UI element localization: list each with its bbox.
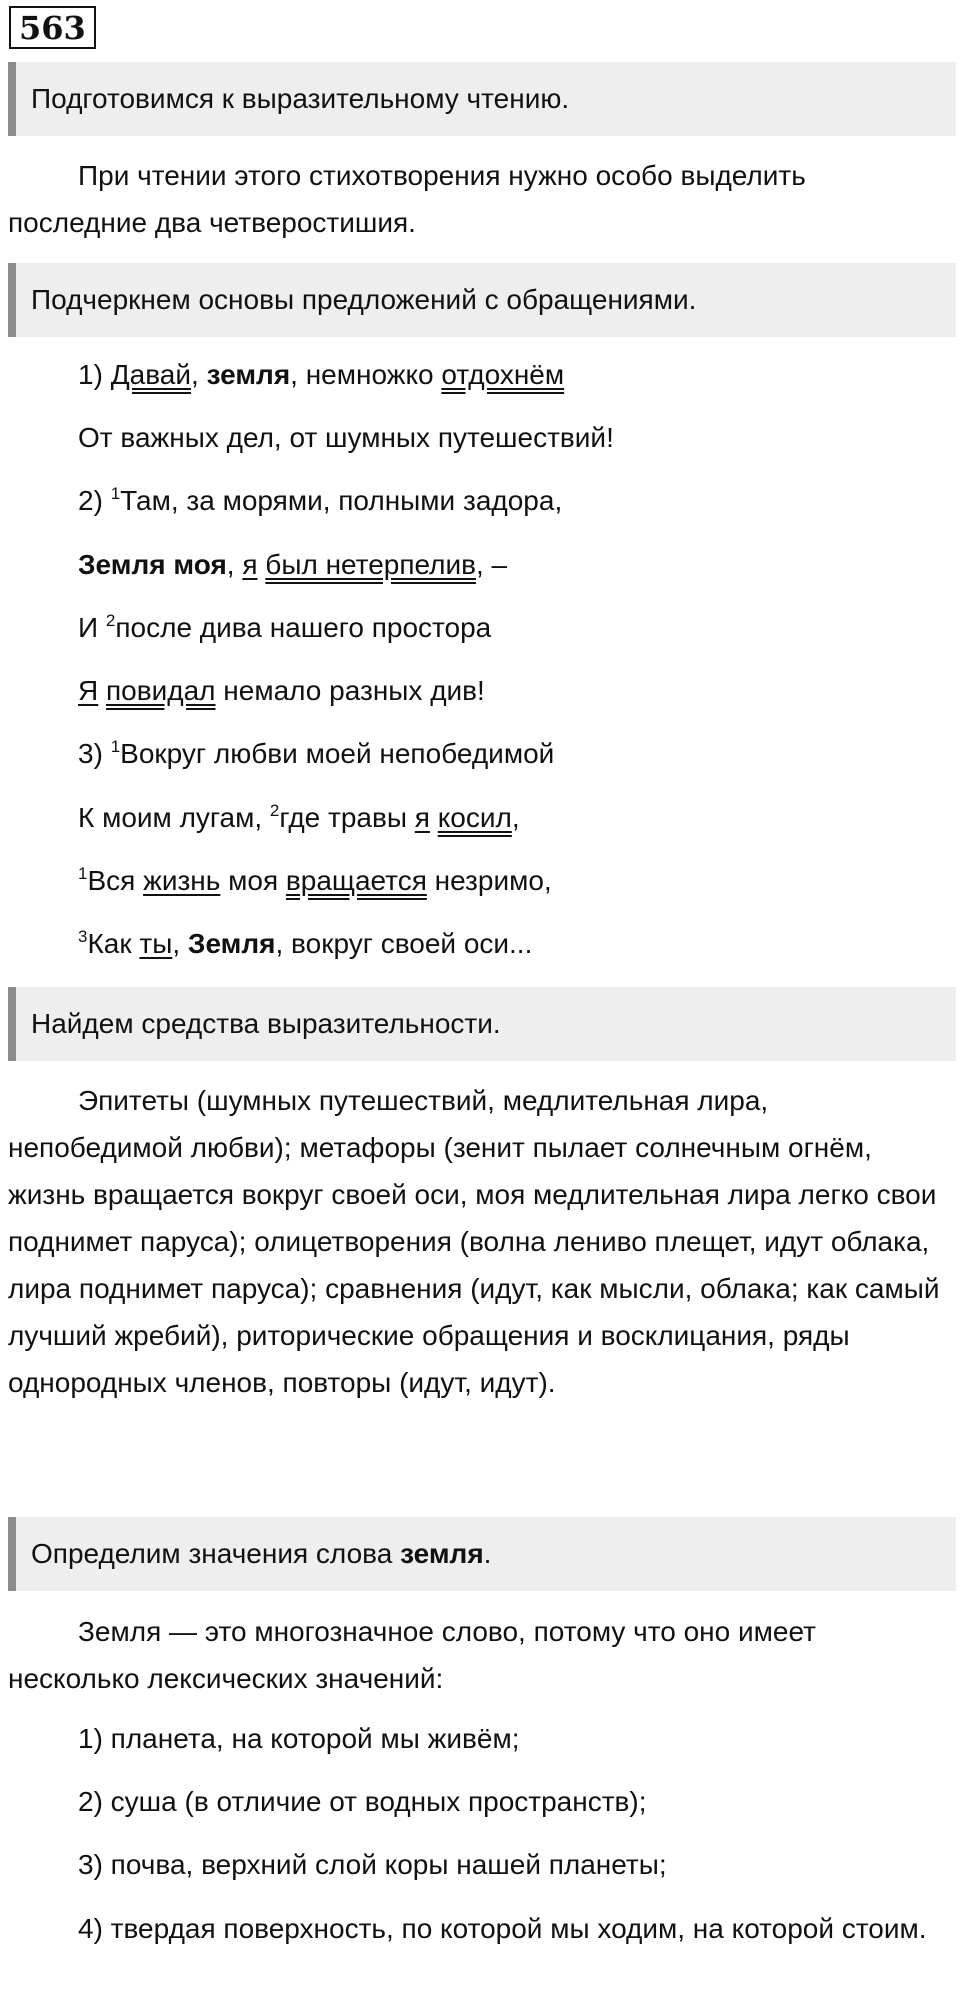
means-paragraph: Эпитеты (шумных путешествий, медлительная лира, непобедимой любви); метафоры (зенит пылает солнечным огнём, жизнь вращается вокруг своей оси, моя медлительная лира легко свои поднимет паруса); олицетворения (волна лениво плещет, идут облака, лира поднимет паруса); сравнения (идут, как мысли, облака; как самый лучший жребий), риторические обращения и восклицания, ряды однородных членов, повторы (идут, идут).: [8, 1085, 940, 1398]
text: , вокруг своей оси...: [275, 928, 533, 959]
text: немало разных див!: [215, 675, 485, 706]
subject: ты: [139, 928, 173, 959]
subject: Я: [78, 675, 99, 706]
section-header-reading: [8, 62, 956, 136]
text: И: [78, 612, 106, 643]
poem-line-6: [78, 671, 485, 711]
poem-line-9: [78, 861, 552, 901]
meaning-item: 4) твердая поверхность, по которой мы ходим, на которой стоим.: [78, 1913, 927, 1944]
address-word: земля: [206, 359, 291, 390]
text: , немножко: [290, 359, 442, 390]
text: Вокруг любви моей непобедимой: [120, 738, 555, 769]
subject: я: [242, 549, 258, 580]
text: Определим значения слова: [31, 1538, 401, 1569]
clause-index: 1: [110, 484, 121, 503]
text: .: [483, 1538, 492, 1569]
poem-line-8: [78, 798, 520, 838]
predicate: отдохнём: [441, 359, 565, 390]
predicate: косил: [437, 802, 512, 833]
poem-line-1: [78, 355, 564, 395]
reading-paragraph: При чтении этого стихотворения нужно особо выделить последние два четверостишия.: [8, 160, 806, 238]
predicate: был нетерпелив: [265, 549, 476, 580]
meaning-item: 1) планета, на которой мы живём;: [78, 1723, 520, 1754]
section-header-meanings: [8, 1517, 956, 1591]
text: Как: [87, 928, 140, 959]
predicate: Давай: [110, 359, 191, 390]
section-header-means: [8, 987, 956, 1061]
item-number: 2): [78, 485, 111, 516]
meaning-item: 3) почва, верхний слой коры нашей планеты;: [78, 1849, 667, 1880]
text: где травы: [279, 802, 415, 833]
text: [98, 675, 106, 706]
task-number: 563: [9, 6, 96, 49]
predicate: вращается: [285, 865, 427, 896]
section-header-text: [31, 1538, 491, 1570]
text: [430, 802, 438, 833]
keyword: земля: [400, 1538, 484, 1569]
poem-line-10: [78, 924, 532, 964]
section-header-text: Подготовимся к выразительному чтению.: [31, 83, 570, 114]
predicate: повидал: [106, 675, 216, 706]
text: К моим лугам,: [78, 802, 270, 833]
section-header-text: Найдем средства выразительности.: [31, 1008, 501, 1039]
text: Вся: [87, 865, 144, 896]
clause-index: 3: [78, 927, 88, 946]
address-word: Земля: [187, 928, 276, 959]
clause-index: 1: [78, 864, 88, 883]
address-word: Земля моя: [78, 549, 227, 580]
poem-line-5: [78, 608, 491, 648]
text: незримо,: [426, 865, 552, 896]
poem-line-7: [78, 734, 554, 774]
text: ,: [172, 928, 188, 959]
meanings-intro: Земля — это многозначное слово, потому что оно имеет несколько лексических значений:: [8, 1616, 816, 1694]
text: ,: [511, 802, 520, 833]
subject: жизнь: [143, 865, 221, 896]
poem-line-4: [78, 545, 507, 585]
meaning-item: 2) суша (в отличие от водных пространств);: [78, 1786, 647, 1817]
clause-index: 2: [105, 611, 116, 630]
poem-line-3: [78, 481, 562, 521]
clause-index: 1: [110, 737, 121, 756]
item-number: 1): [78, 359, 111, 390]
item-number: 3): [78, 738, 111, 769]
section-header-subjects: [8, 263, 956, 337]
poem-line-2: От важных дел, от шумных путешествий!: [78, 422, 614, 453]
text: ,: [191, 359, 207, 390]
text: после дива нашего простора: [115, 612, 492, 643]
clause-index: 2: [269, 801, 280, 820]
text: , –: [476, 549, 508, 580]
subject: я: [414, 802, 430, 833]
text: ,: [226, 549, 243, 580]
text: моя: [220, 865, 286, 896]
section-header-text: Подчеркнем основы предложений с обращениями.: [31, 284, 697, 315]
text: Там, за морями, полными задора,: [120, 485, 563, 516]
